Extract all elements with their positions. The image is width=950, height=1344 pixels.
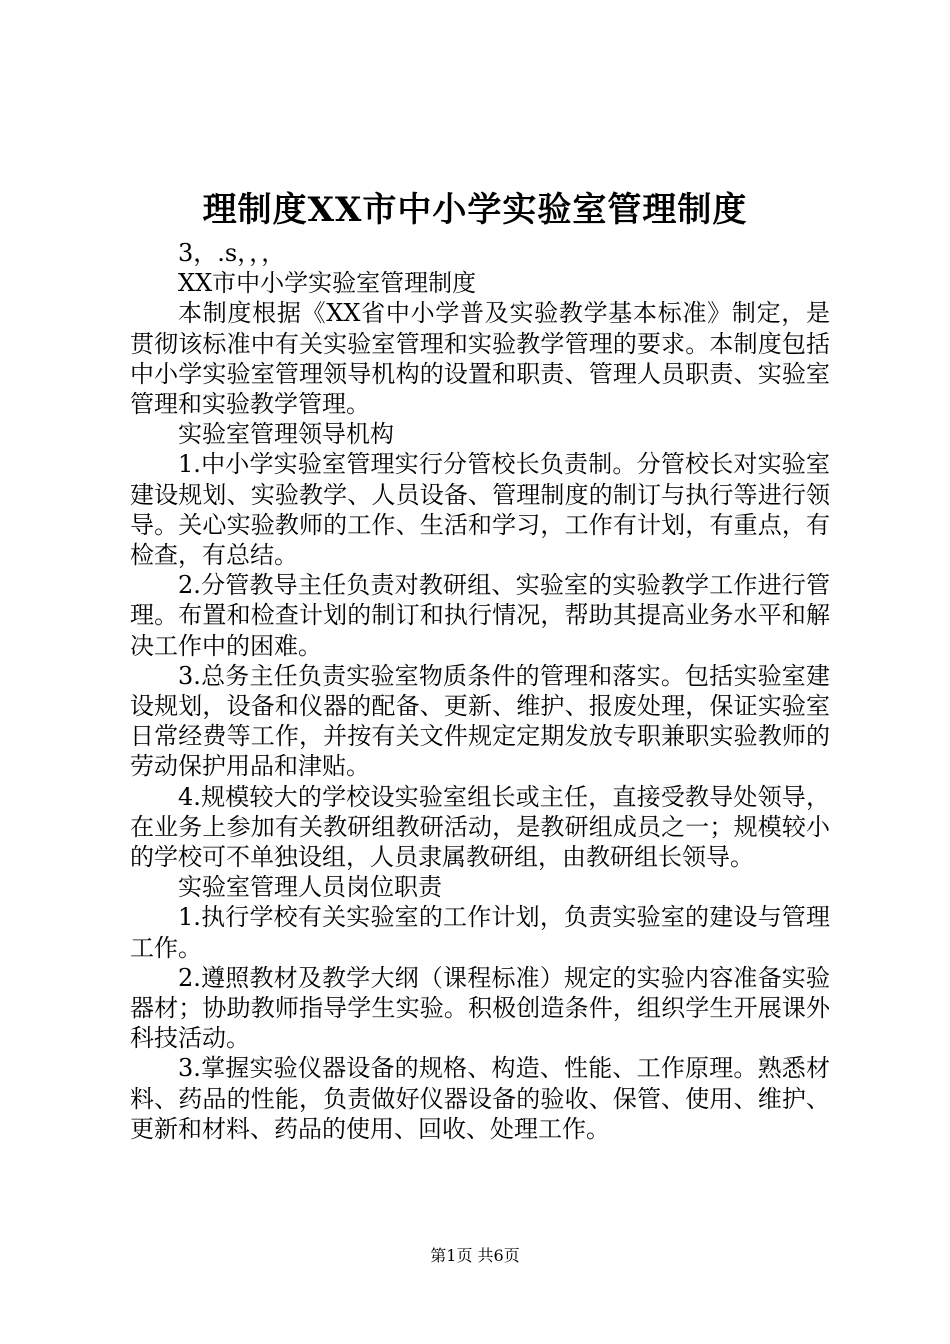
page-footer xyxy=(0,1244,950,1268)
page-indicator: 第1页 共6页 xyxy=(430,1246,520,1265)
paragraph-subtitle: XX市中小学实验室管理制度 xyxy=(178,269,477,298)
section-heading-staff-duties: 实验室管理人员岗位职责 xyxy=(178,873,442,902)
paragraph-staff-3: 3.掌握实验仪器设备的规格、构造、性能、工作原理。熟悉材料、药品的性能，负责做好仪器设备的验收、保管、使用、维护、更新和材料、药品的使用、回收、处理工作。 xyxy=(130,1054,830,1143)
paragraph-staff-1: 1.执行学校有关实验室的工作计划，负责实验室的建设与管理工作。 xyxy=(130,903,830,962)
paragraph-intro: 本制度根据《XX省中小学普及实验教学基本标准》制定，是贯彻该标准中有关实验室管理和实验教学管理的要求。本制度包括中小学实验室管理领导机构的设置和职责、管理人员职责、实验室管理和实验教学管理。 xyxy=(130,299,830,419)
paragraph-staff-2: 2.遵照教材及教学大纲（课程标准）规定的实验内容准备实验器材；协助教师指导学生实验。积极创造条件，组织学生开展课外科技活动。 xyxy=(130,963,830,1053)
paragraph-leadership-2: 2.分管教导主任负责对教研组、实验室的实验教学工作进行管理。布置和检查计划的制订和执行情况，帮助其提高业务水平和解决工作中的困难。 xyxy=(130,571,830,660)
paragraph-leadership-4: 4.规模较大的学校设实验室组长或主任，直接受教导处领导，在业务上参加有关教研组教研活动，是教研组成员之一；规模较小的学校可不单独设组，人员隶属教研组，由教研组长领导。 xyxy=(130,782,830,872)
paragraph-leadership-1: 1.中小学实验室管理实行分管校长负责制。分管校长对实验室建设规划、实验教学、人员设备、管理制度的制订与执行等进行领导。关心实验教师的工作、生活和学习，工作有计划，有重点，有检查，有总结。 xyxy=(130,450,830,570)
section-heading-leadership: 实验室管理领导机构 xyxy=(178,420,394,449)
paragraph-leadership-3: 3.总务主任负责实验室物质条件的管理和落实。包括实验室建设规划，设备和仪器的配备、更新、维护、报废处理，保证实验室日常经费等工作，并按有关文件规定定期发放专职兼职实验教师的劳动保护用品和津贴。 xyxy=(130,661,830,781)
document-body xyxy=(130,238,830,1144)
document-title: 理制度XX市中小学实验室管理制度 xyxy=(202,190,748,230)
paragraph-code: 3，.s，，， xyxy=(178,239,286,267)
